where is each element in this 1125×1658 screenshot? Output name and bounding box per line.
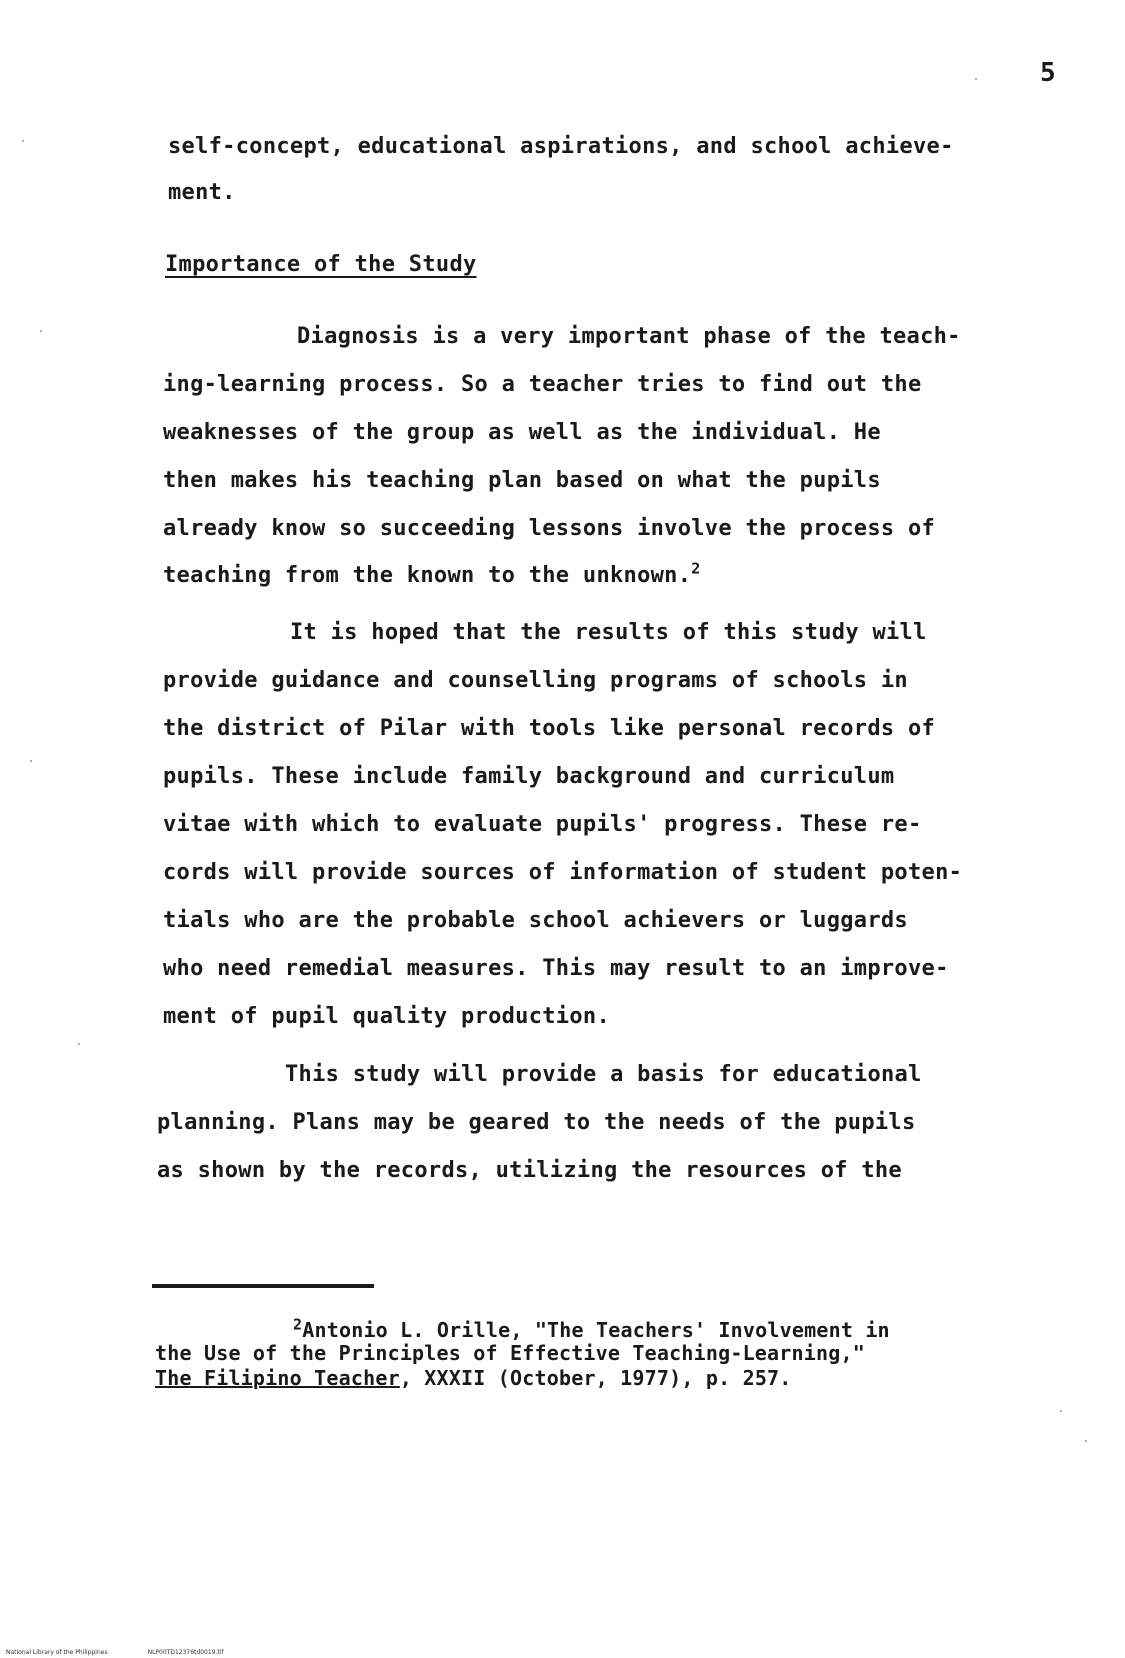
footnote-marker: 2	[293, 1315, 303, 1334]
paragraph2-line-6: cords will provide sources of information of student poten-	[163, 860, 963, 885]
scan-footer-library: National Library of the Philippines	[6, 1649, 108, 1656]
page-number: 5	[1040, 58, 1056, 88]
footnote-line-1-text: Antonio L. Orille, "The Teachers' Involvement in	[302, 1318, 890, 1342]
scan-speck	[22, 140, 24, 142]
paragraph2-line-1: It is hoped that the results of this study will	[290, 620, 927, 645]
paragraph2-line-3: the district of Pilar with tools like personal records of	[163, 716, 936, 741]
paragraph1-line-5: already know so succeeding lessons involve the process of	[163, 516, 936, 541]
section-heading: Importance of the Study	[165, 252, 477, 277]
footnote-source-title: The Filipino Teacher	[155, 1366, 400, 1390]
paragraph1-line-6	[163, 559, 701, 588]
continuation-line-1: self-concept, educational aspirations, and school achieve-	[168, 134, 954, 159]
paragraph2-line-5: vitae with which to evaluate pupils' progress. These re-	[163, 812, 922, 837]
scan-speck	[40, 330, 42, 332]
paragraph3-line-3: as shown by the records, utilizing the resources of the	[157, 1158, 902, 1183]
paragraph1-line-2: ing-learning process. So a teacher tries to find out the	[163, 372, 922, 397]
scan-footer-filename: NLP00TD12376td0019.tif	[147, 1649, 224, 1656]
footnote-reference: 2	[691, 559, 701, 578]
footnote-line-3-rest: , XXXII (October, 1977), p. 257.	[399, 1366, 792, 1390]
scan-speck	[1060, 1410, 1062, 1412]
footnote-line-3	[155, 1366, 792, 1390]
scan-speck	[1085, 1440, 1087, 1442]
paragraph2-line-7: tials who are the probable school achievers or luggards	[163, 908, 908, 933]
continuation-line-2: ment.	[168, 180, 236, 205]
paragraph2-line-8: who need remedial measures. This may result to an improve-	[163, 956, 949, 981]
paragraph2-line-4: pupils. These include family background and curriculum	[163, 764, 895, 789]
scan-footer	[6, 1649, 224, 1656]
footnote-rule	[152, 1284, 374, 1288]
paragraph2-line-9: ment of pupil quality production.	[163, 1004, 610, 1029]
paragraph3-line-1: This study will provide a basis for educational	[285, 1062, 922, 1087]
paragraph1-line-1: Diagnosis is a very important phase of the teach-	[297, 324, 961, 349]
paragraph1-line-6-text: teaching from the known to the unknown.	[163, 563, 692, 588]
footnote-line-2: the Use of the Principles of Effective Teaching-Learning,"	[155, 1341, 865, 1365]
paragraph2-line-2: provide guidance and counselling programs of schools in	[163, 668, 908, 693]
scan-speck	[975, 78, 977, 80]
footnote-line-1	[293, 1315, 890, 1342]
paragraph1-line-4: then makes his teaching plan based on what the pupils	[163, 468, 881, 493]
scan-speck	[30, 760, 32, 762]
paragraph1-line-3: weaknesses of the group as well as the individual. He	[163, 420, 881, 445]
scan-speck	[78, 1043, 80, 1045]
paragraph3-line-2: planning. Plans may be geared to the needs of the pupils	[157, 1110, 916, 1135]
